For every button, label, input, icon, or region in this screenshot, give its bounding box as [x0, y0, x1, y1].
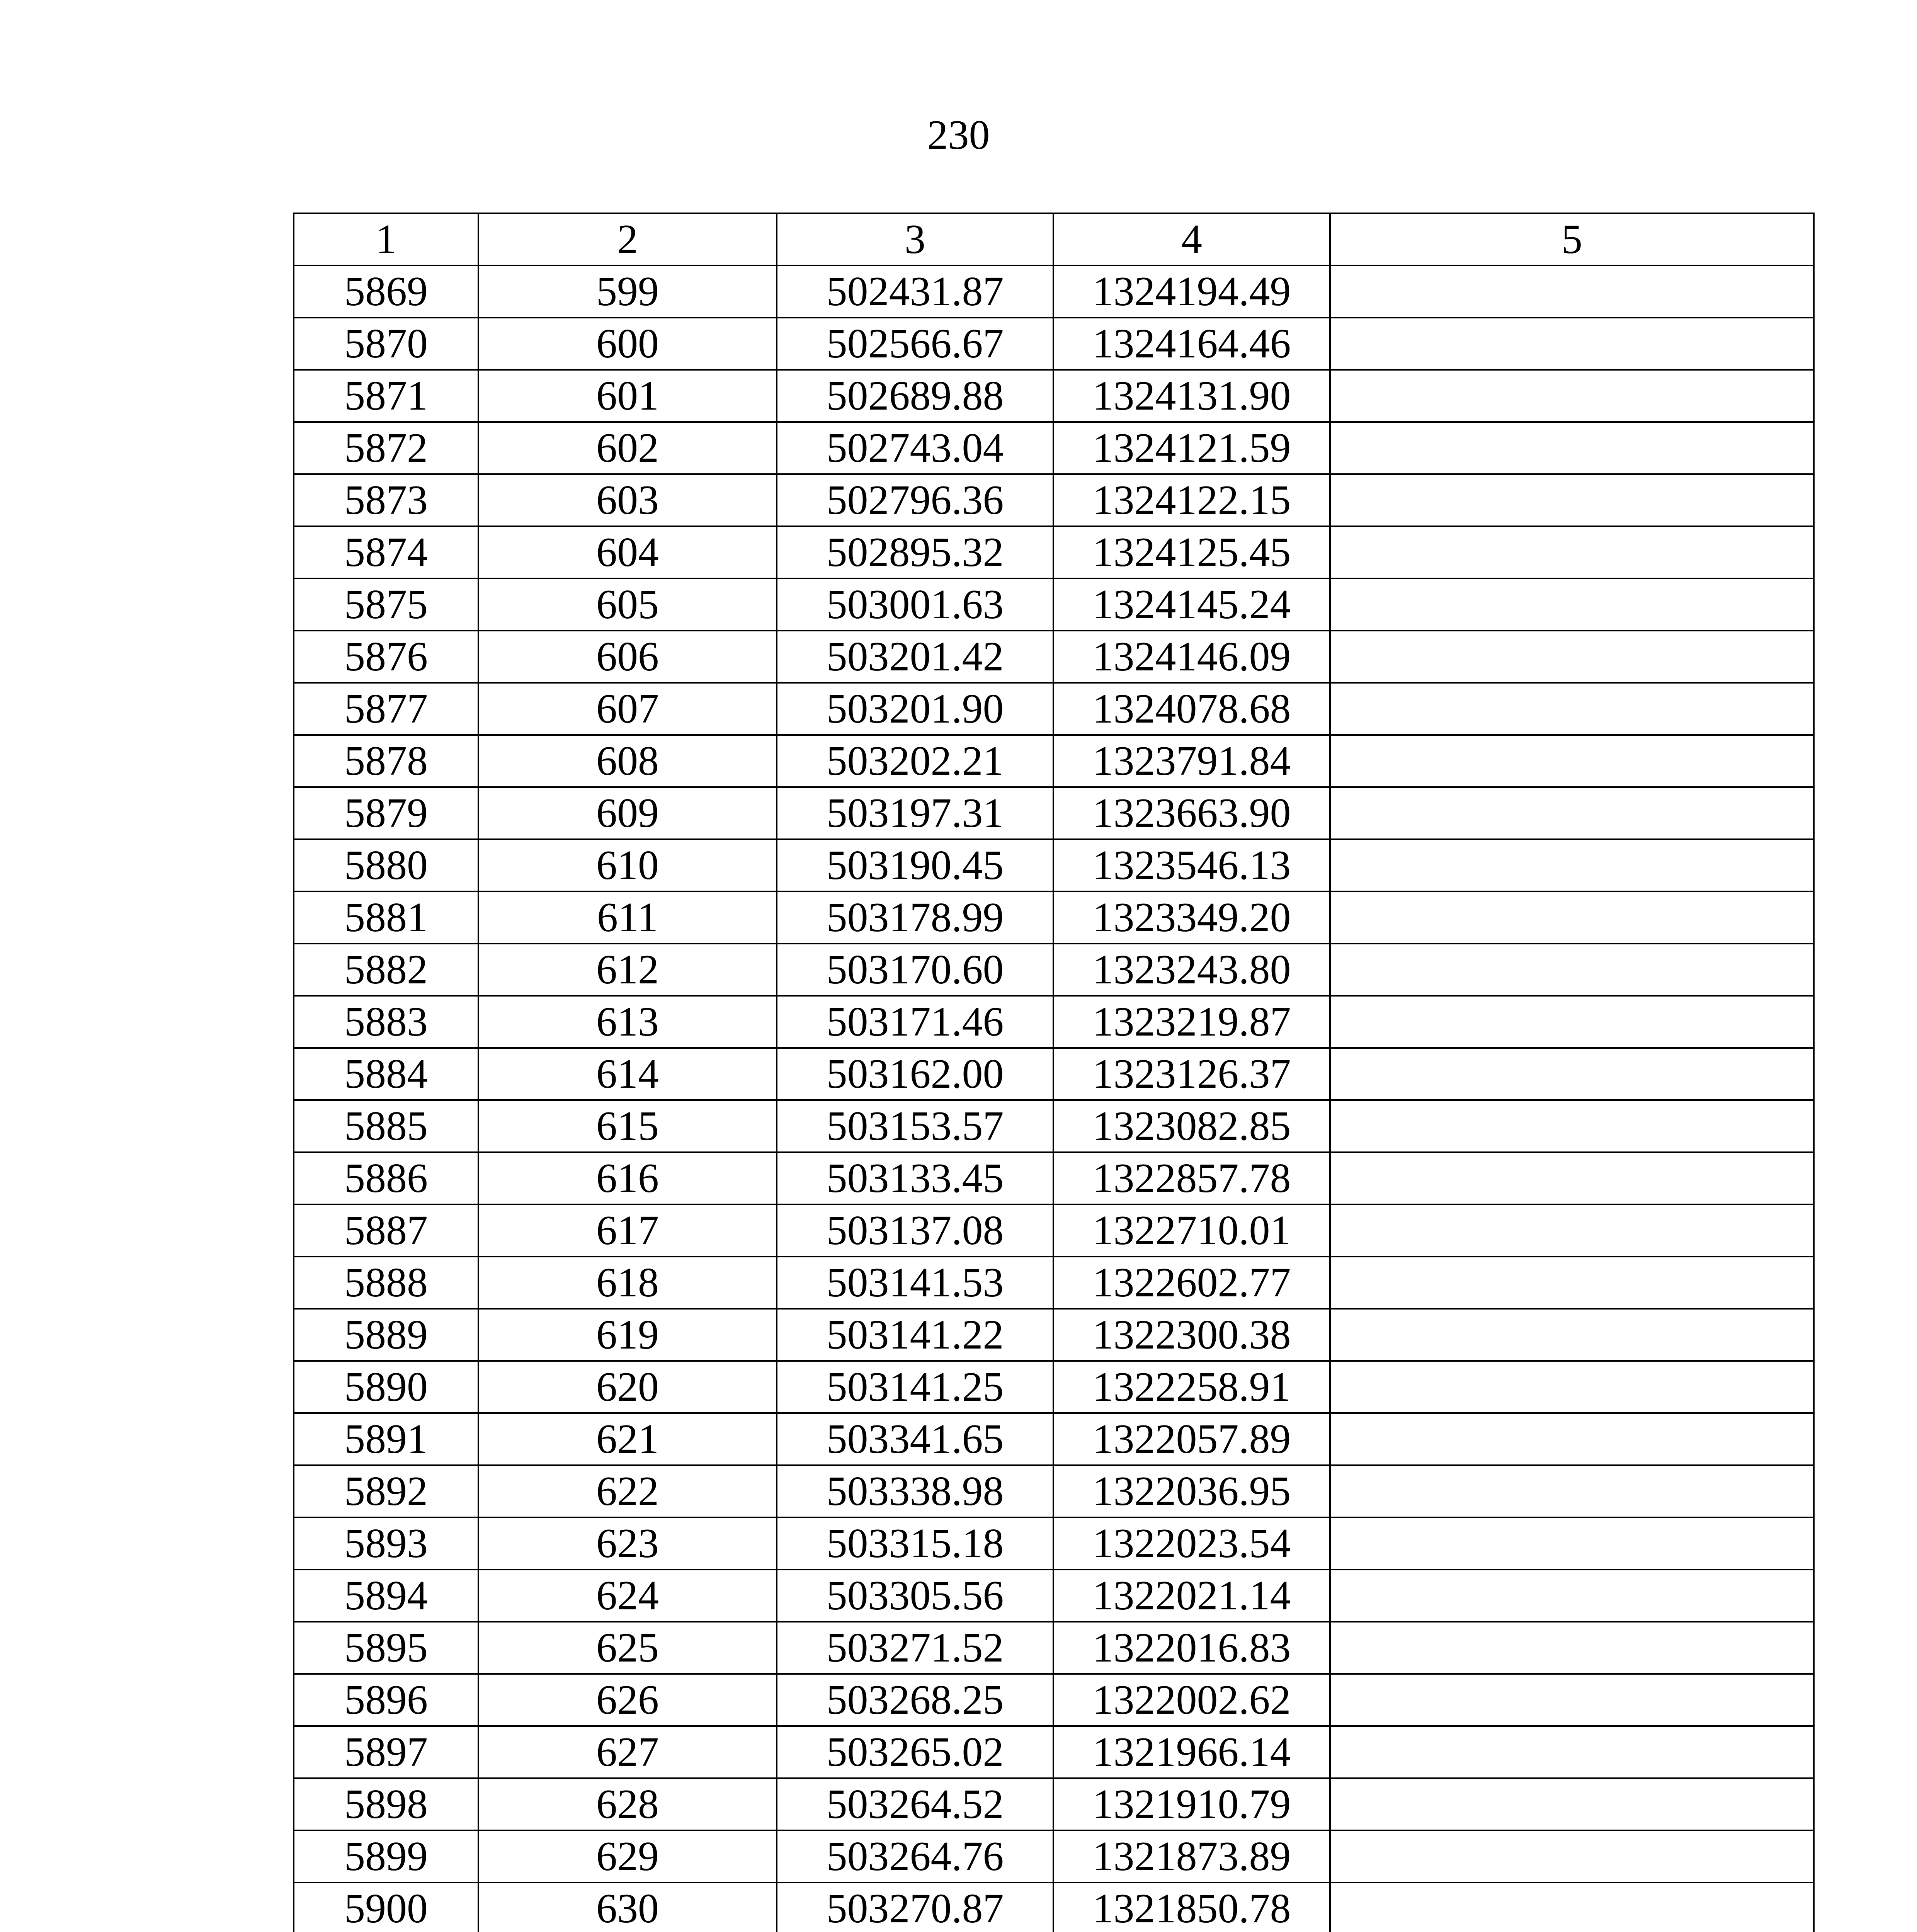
cell-y-coordinate: 1323126.37 — [1053, 1048, 1330, 1100]
cell-x-coordinate: 502431.87 — [777, 265, 1053, 318]
cell-point-number: 5871 — [294, 370, 478, 422]
cell-note — [1330, 1517, 1814, 1570]
cell-point-number: 5893 — [294, 1517, 478, 1570]
cell-vertex-number: 618 — [478, 1257, 777, 1309]
table-row — [294, 1309, 1814, 1361]
cell-vertex-number: 630 — [478, 1883, 777, 1932]
cell-point-number: 5870 — [294, 318, 478, 370]
column-header: 4 — [1053, 213, 1330, 265]
cell-x-coordinate: 503197.31 — [777, 787, 1053, 839]
cell-note — [1330, 265, 1814, 318]
cell-x-coordinate: 503178.99 — [777, 891, 1053, 944]
cell-y-coordinate: 1322258.91 — [1053, 1361, 1330, 1413]
table-row — [294, 1361, 1814, 1413]
cell-vertex-number: 621 — [478, 1413, 777, 1465]
cell-vertex-number: 624 — [478, 1570, 777, 1622]
cell-x-coordinate: 503268.25 — [777, 1674, 1053, 1726]
cell-vertex-number: 623 — [478, 1517, 777, 1570]
cell-x-coordinate: 503201.90 — [777, 683, 1053, 735]
cell-point-number: 5890 — [294, 1361, 478, 1413]
cell-x-coordinate: 502895.32 — [777, 526, 1053, 578]
cell-point-number: 5875 — [294, 578, 478, 631]
cell-y-coordinate: 1322021.14 — [1053, 1570, 1330, 1622]
cell-note — [1330, 1674, 1814, 1726]
cell-vertex-number: 599 — [478, 265, 777, 318]
table-row — [294, 1883, 1814, 1932]
cell-point-number: 5869 — [294, 265, 478, 318]
table-row — [294, 578, 1814, 631]
cell-note — [1330, 839, 1814, 891]
cell-y-coordinate: 1323243.80 — [1053, 944, 1330, 996]
cell-vertex-number: 603 — [478, 474, 777, 526]
cell-point-number: 5898 — [294, 1778, 478, 1830]
cell-vertex-number: 606 — [478, 631, 777, 683]
table-row — [294, 422, 1814, 474]
cell-vertex-number: 617 — [478, 1204, 777, 1257]
page-number: 230 — [927, 112, 990, 158]
cell-point-number: 5894 — [294, 1570, 478, 1622]
cell-y-coordinate: 1324125.45 — [1053, 526, 1330, 578]
table-row — [294, 1726, 1814, 1778]
cell-note — [1330, 1361, 1814, 1413]
cell-vertex-number: 620 — [478, 1361, 777, 1413]
cell-y-coordinate: 1324121.59 — [1053, 422, 1330, 474]
cell-point-number: 5897 — [294, 1726, 478, 1778]
cell-x-coordinate: 502689.88 — [777, 370, 1053, 422]
cell-x-coordinate: 502566.67 — [777, 318, 1053, 370]
cell-point-number: 5884 — [294, 1048, 478, 1100]
cell-y-coordinate: 1321850.78 — [1053, 1883, 1330, 1932]
cell-note — [1330, 631, 1814, 683]
cell-x-coordinate: 503264.76 — [777, 1830, 1053, 1883]
cell-y-coordinate: 1323546.13 — [1053, 839, 1330, 891]
cell-vertex-number: 628 — [478, 1778, 777, 1830]
cell-x-coordinate: 503153.57 — [777, 1100, 1053, 1152]
cell-vertex-number: 605 — [478, 578, 777, 631]
cell-y-coordinate: 1321966.14 — [1053, 1726, 1330, 1778]
cell-note — [1330, 1257, 1814, 1309]
table-row — [294, 1830, 1814, 1883]
cell-note — [1330, 787, 1814, 839]
column-header: 3 — [777, 213, 1053, 265]
cell-note — [1330, 422, 1814, 474]
table-row — [294, 1100, 1814, 1152]
cell-x-coordinate: 503264.52 — [777, 1778, 1053, 1830]
cell-vertex-number: 602 — [478, 422, 777, 474]
cell-point-number: 5872 — [294, 422, 478, 474]
cell-note — [1330, 318, 1814, 370]
cell-y-coordinate: 1322023.54 — [1053, 1517, 1330, 1570]
cell-x-coordinate: 503190.45 — [777, 839, 1053, 891]
cell-point-number: 5876 — [294, 631, 478, 683]
cell-vertex-number: 616 — [478, 1152, 777, 1204]
cell-note — [1330, 1309, 1814, 1361]
cell-x-coordinate: 503171.46 — [777, 996, 1053, 1048]
cell-vertex-number: 622 — [478, 1465, 777, 1517]
cell-y-coordinate: 1321910.79 — [1053, 1778, 1330, 1830]
table-row — [294, 944, 1814, 996]
cell-vertex-number: 610 — [478, 839, 777, 891]
cell-point-number: 5881 — [294, 891, 478, 944]
cell-point-number: 5873 — [294, 474, 478, 526]
table-row — [294, 735, 1814, 787]
table-row — [294, 1517, 1814, 1570]
cell-vertex-number: 613 — [478, 996, 777, 1048]
cell-vertex-number: 629 — [478, 1830, 777, 1883]
cell-y-coordinate: 1324078.68 — [1053, 683, 1330, 735]
table-row — [294, 631, 1814, 683]
cell-y-coordinate: 1322036.95 — [1053, 1465, 1330, 1517]
cell-x-coordinate: 502796.36 — [777, 474, 1053, 526]
cell-vertex-number: 627 — [478, 1726, 777, 1778]
cell-note — [1330, 683, 1814, 735]
cell-y-coordinate: 1324131.90 — [1053, 370, 1330, 422]
cell-point-number: 5892 — [294, 1465, 478, 1517]
table-row — [294, 1778, 1814, 1830]
header-row — [294, 213, 1814, 265]
cell-note — [1330, 578, 1814, 631]
cell-note — [1330, 1726, 1814, 1778]
cell-x-coordinate: 503141.22 — [777, 1309, 1053, 1361]
cell-note — [1330, 1778, 1814, 1830]
cell-x-coordinate: 503202.21 — [777, 735, 1053, 787]
cell-vertex-number: 607 — [478, 683, 777, 735]
cell-x-coordinate: 503141.25 — [777, 1361, 1053, 1413]
cell-point-number: 5888 — [294, 1257, 478, 1309]
cell-y-coordinate: 1322057.89 — [1053, 1413, 1330, 1465]
cell-x-coordinate: 503137.08 — [777, 1204, 1053, 1257]
cell-point-number: 5891 — [294, 1413, 478, 1465]
cell-y-coordinate: 1322710.01 — [1053, 1204, 1330, 1257]
table-row — [294, 474, 1814, 526]
cell-point-number: 5880 — [294, 839, 478, 891]
column-header: 5 — [1330, 213, 1814, 265]
cell-x-coordinate: 503305.56 — [777, 1570, 1053, 1622]
cell-x-coordinate: 503133.45 — [777, 1152, 1053, 1204]
cell-point-number: 5900 — [294, 1883, 478, 1932]
table-row — [294, 370, 1814, 422]
cell-note — [1330, 1883, 1814, 1932]
cell-note — [1330, 891, 1814, 944]
table-row — [294, 265, 1814, 318]
cell-note — [1330, 944, 1814, 996]
cell-note — [1330, 996, 1814, 1048]
table-row — [294, 1465, 1814, 1517]
cell-vertex-number: 604 — [478, 526, 777, 578]
cell-point-number: 5886 — [294, 1152, 478, 1204]
cell-y-coordinate: 1322002.62 — [1053, 1674, 1330, 1726]
cell-y-coordinate: 1323082.85 — [1053, 1100, 1330, 1152]
cell-vertex-number: 612 — [478, 944, 777, 996]
column-header: 2 — [478, 213, 777, 265]
cell-note — [1330, 735, 1814, 787]
cell-y-coordinate: 1324122.15 — [1053, 474, 1330, 526]
cell-y-coordinate: 1324146.09 — [1053, 631, 1330, 683]
cell-point-number: 5878 — [294, 735, 478, 787]
table-row — [294, 996, 1814, 1048]
table-row — [294, 1204, 1814, 1257]
table-row — [294, 1674, 1814, 1726]
cell-x-coordinate: 503271.52 — [777, 1622, 1053, 1674]
cell-vertex-number: 626 — [478, 1674, 777, 1726]
coordinates-table — [293, 213, 1815, 1932]
table-body — [294, 265, 1814, 1932]
cell-note — [1330, 1622, 1814, 1674]
cell-x-coordinate: 503338.98 — [777, 1465, 1053, 1517]
cell-x-coordinate: 503201.42 — [777, 631, 1053, 683]
cell-x-coordinate: 503001.63 — [777, 578, 1053, 631]
table-row — [294, 787, 1814, 839]
table-row — [294, 891, 1814, 944]
cell-x-coordinate: 503170.60 — [777, 944, 1053, 996]
table-row — [294, 1152, 1814, 1204]
cell-note — [1330, 1465, 1814, 1517]
cell-point-number: 5877 — [294, 683, 478, 735]
cell-y-coordinate: 1324164.46 — [1053, 318, 1330, 370]
cell-note — [1330, 474, 1814, 526]
cell-point-number: 5874 — [294, 526, 478, 578]
table-header — [294, 213, 1814, 265]
table-row — [294, 1622, 1814, 1674]
cell-y-coordinate: 1323663.90 — [1053, 787, 1330, 839]
cell-y-coordinate: 1323791.84 — [1053, 735, 1330, 787]
cell-x-coordinate: 502743.04 — [777, 422, 1053, 474]
cell-point-number: 5896 — [294, 1674, 478, 1726]
cell-vertex-number: 601 — [478, 370, 777, 422]
cell-note — [1330, 1204, 1814, 1257]
cell-y-coordinate: 1323219.87 — [1053, 996, 1330, 1048]
cell-y-coordinate: 1324145.24 — [1053, 578, 1330, 631]
cell-vertex-number: 608 — [478, 735, 777, 787]
table-row — [294, 839, 1814, 891]
cell-x-coordinate: 503341.65 — [777, 1413, 1053, 1465]
cell-vertex-number: 619 — [478, 1309, 777, 1361]
cell-note — [1330, 1413, 1814, 1465]
cell-note — [1330, 526, 1814, 578]
cell-point-number: 5889 — [294, 1309, 478, 1361]
cell-note — [1330, 1830, 1814, 1883]
column-header: 1 — [294, 213, 478, 265]
cell-point-number: 5887 — [294, 1204, 478, 1257]
table-row — [294, 1413, 1814, 1465]
cell-y-coordinate: 1323349.20 — [1053, 891, 1330, 944]
cell-vertex-number: 615 — [478, 1100, 777, 1152]
table-row — [294, 1048, 1814, 1100]
cell-vertex-number: 609 — [478, 787, 777, 839]
table-row — [294, 526, 1814, 578]
cell-x-coordinate: 503265.02 — [777, 1726, 1053, 1778]
cell-y-coordinate: 1322602.77 — [1053, 1257, 1330, 1309]
cell-y-coordinate: 1321873.89 — [1053, 1830, 1330, 1883]
cell-note — [1330, 1152, 1814, 1204]
cell-point-number: 5882 — [294, 944, 478, 996]
table-row — [294, 1570, 1814, 1622]
cell-x-coordinate: 503141.53 — [777, 1257, 1053, 1309]
cell-point-number: 5879 — [294, 787, 478, 839]
cell-vertex-number: 611 — [478, 891, 777, 944]
cell-point-number: 5899 — [294, 1830, 478, 1883]
cell-vertex-number: 614 — [478, 1048, 777, 1100]
cell-vertex-number: 625 — [478, 1622, 777, 1674]
cell-y-coordinate: 1322016.83 — [1053, 1622, 1330, 1674]
cell-note — [1330, 1048, 1814, 1100]
cell-point-number: 5885 — [294, 1100, 478, 1152]
cell-point-number: 5883 — [294, 996, 478, 1048]
cell-x-coordinate: 503162.00 — [777, 1048, 1053, 1100]
table-row — [294, 318, 1814, 370]
cell-y-coordinate: 1322857.78 — [1053, 1152, 1330, 1204]
cell-note — [1330, 1100, 1814, 1152]
cell-note — [1330, 1570, 1814, 1622]
cell-vertex-number: 600 — [478, 318, 777, 370]
cell-y-coordinate: 1324194.49 — [1053, 265, 1330, 318]
cell-x-coordinate: 503270.87 — [777, 1883, 1053, 1932]
cell-point-number: 5895 — [294, 1622, 478, 1674]
cell-x-coordinate: 503315.18 — [777, 1517, 1053, 1570]
cell-y-coordinate: 1322300.38 — [1053, 1309, 1330, 1361]
table-row — [294, 683, 1814, 735]
cell-note — [1330, 370, 1814, 422]
table-row — [294, 1257, 1814, 1309]
